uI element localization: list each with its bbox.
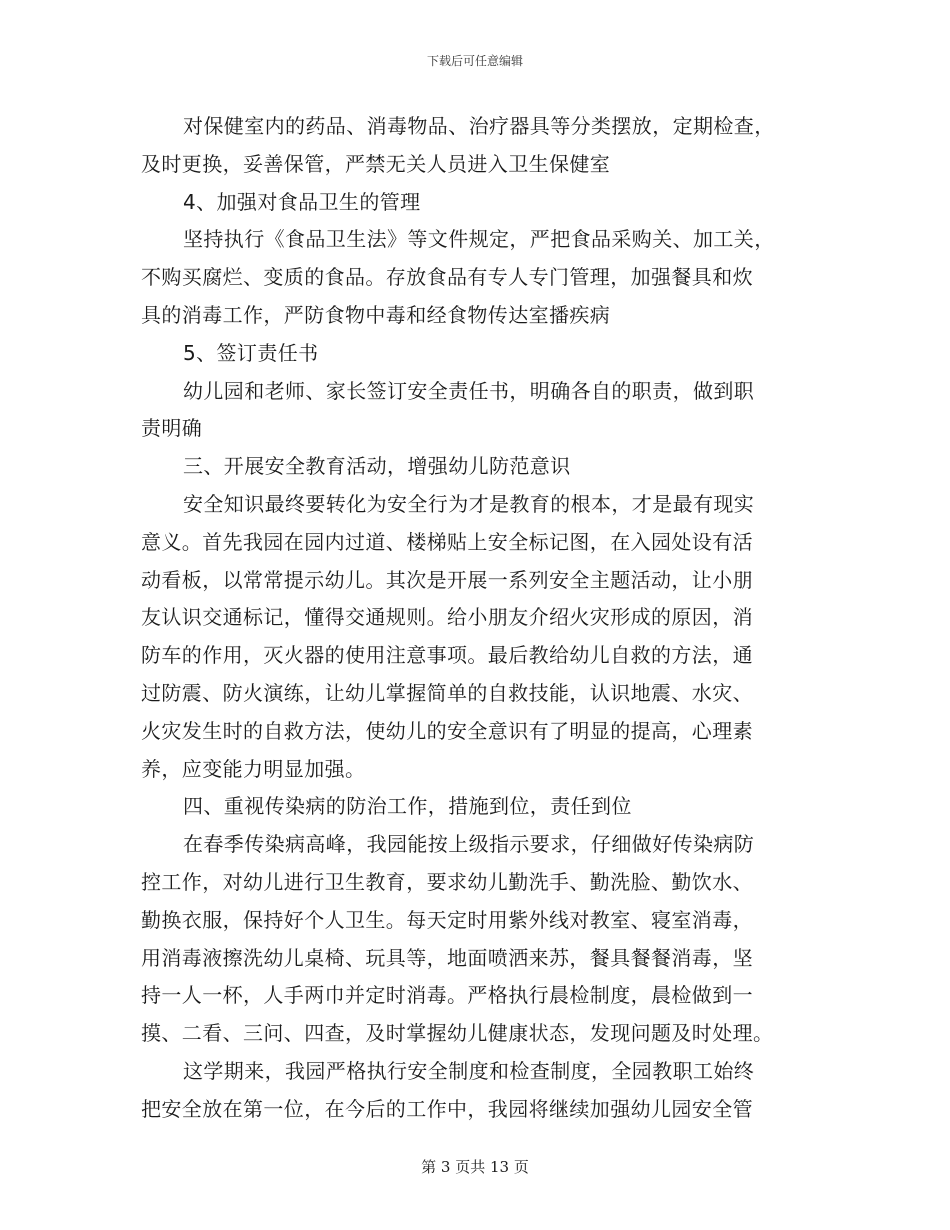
text-line: 防车的作用，灭火器的使用注意事项。最后教给幼儿自救的方法，通 — [141, 643, 753, 668]
document-body — [141, 108, 801, 1129]
text-line: 四、重视传染病的防治工作，措施到位，责任到位 — [183, 794, 632, 819]
text-line: 动看板，以常常提示幼儿。其次是开展一系列安全主题活动，让小朋 — [141, 567, 753, 592]
text-line: 安全知识最终要转化为安全行为才是教育的根本，才是最有现实 — [183, 491, 755, 516]
text-line: 三、开展安全教育活动，增强幼儿防范意识 — [183, 454, 571, 479]
text-line: 坚持执行《食品卫生法》等文件规定，严把食品采购关、加工关， — [183, 227, 775, 252]
text-line: 5、签订责任书 — [183, 340, 319, 365]
text-line: 友认识交通标记，懂得交通规则。给小朋友介绍火灾形成的原因，消 — [141, 605, 753, 630]
text-line: 及时更换，妥善保管，严禁无关人员进入卫生保健室 — [141, 151, 611, 176]
text-line: 摸、二看、三问、四查，及时掌握幼儿健康状态，发现问题及时处理。 — [141, 1021, 774, 1046]
text-line: 火灾发生时的自救方法，使幼儿的安全意识有了明显的提高，心理素 — [141, 718, 753, 743]
text-line: 不购买腐烂、变质的食品。存放食品有专人专门管理，加强餐具和炊 — [141, 265, 753, 290]
text-line: 控工作，对幼儿进行卫生教育，要求幼儿勤洗手、勤洗脸、勤饮水、 — [141, 869, 753, 894]
text-line: 勤换衣服，保持好个人卫生。每天定时用紫外线对教室、寝室消毒， — [141, 907, 753, 932]
page-header-note: 下载后可任意编辑 — [426, 54, 523, 68]
text-line: 对保健室内的药品、消毒物品、治疗器具等分类摆放，定期检查， — [183, 114, 775, 138]
text-line: 这学期来，我园严格执行安全制度和检查制度，全园教职工始终 — [183, 1058, 755, 1083]
text-line: 在春季传染病高峰，我园能按上级指示要求，仔细做好传染病防 — [183, 832, 755, 857]
page-number: 第 3 页共 13 页 — [421, 1158, 529, 1176]
text-line: 把安全放在第一位，在今后的工作中，我园将继续加强幼儿园安全管 — [141, 1096, 753, 1121]
text-line: 养，应变能力明显加强。 — [141, 756, 366, 781]
text-line: 意义。首先我园在园内过道、楼梯贴上安全标记图，在入园处设有活 — [141, 529, 753, 554]
text-line: 4、加强对食品卫生的管理 — [183, 189, 421, 214]
text-line: 责明确 — [141, 416, 203, 441]
text-line: 具的消毒工作，严防食物中毒和经食物传达室播疾病 — [141, 302, 611, 327]
text-line: 持一人一杯，人手两巾并定时消毒。严格执行晨检制度，晨检做到一 — [141, 983, 753, 1008]
text-line: 过防震、防火演练，让幼儿掌握简单的自救技能，认识地震、水灾、 — [141, 680, 753, 705]
text-line: 幼儿园和老师、家长签订安全责任书，明确各自的职责，做到职 — [183, 378, 755, 403]
text-line: 用消毒液擦洗幼儿桌椅、玩具等，地面喷洒来苏，餐具餐餐消毒，坚 — [141, 945, 753, 970]
